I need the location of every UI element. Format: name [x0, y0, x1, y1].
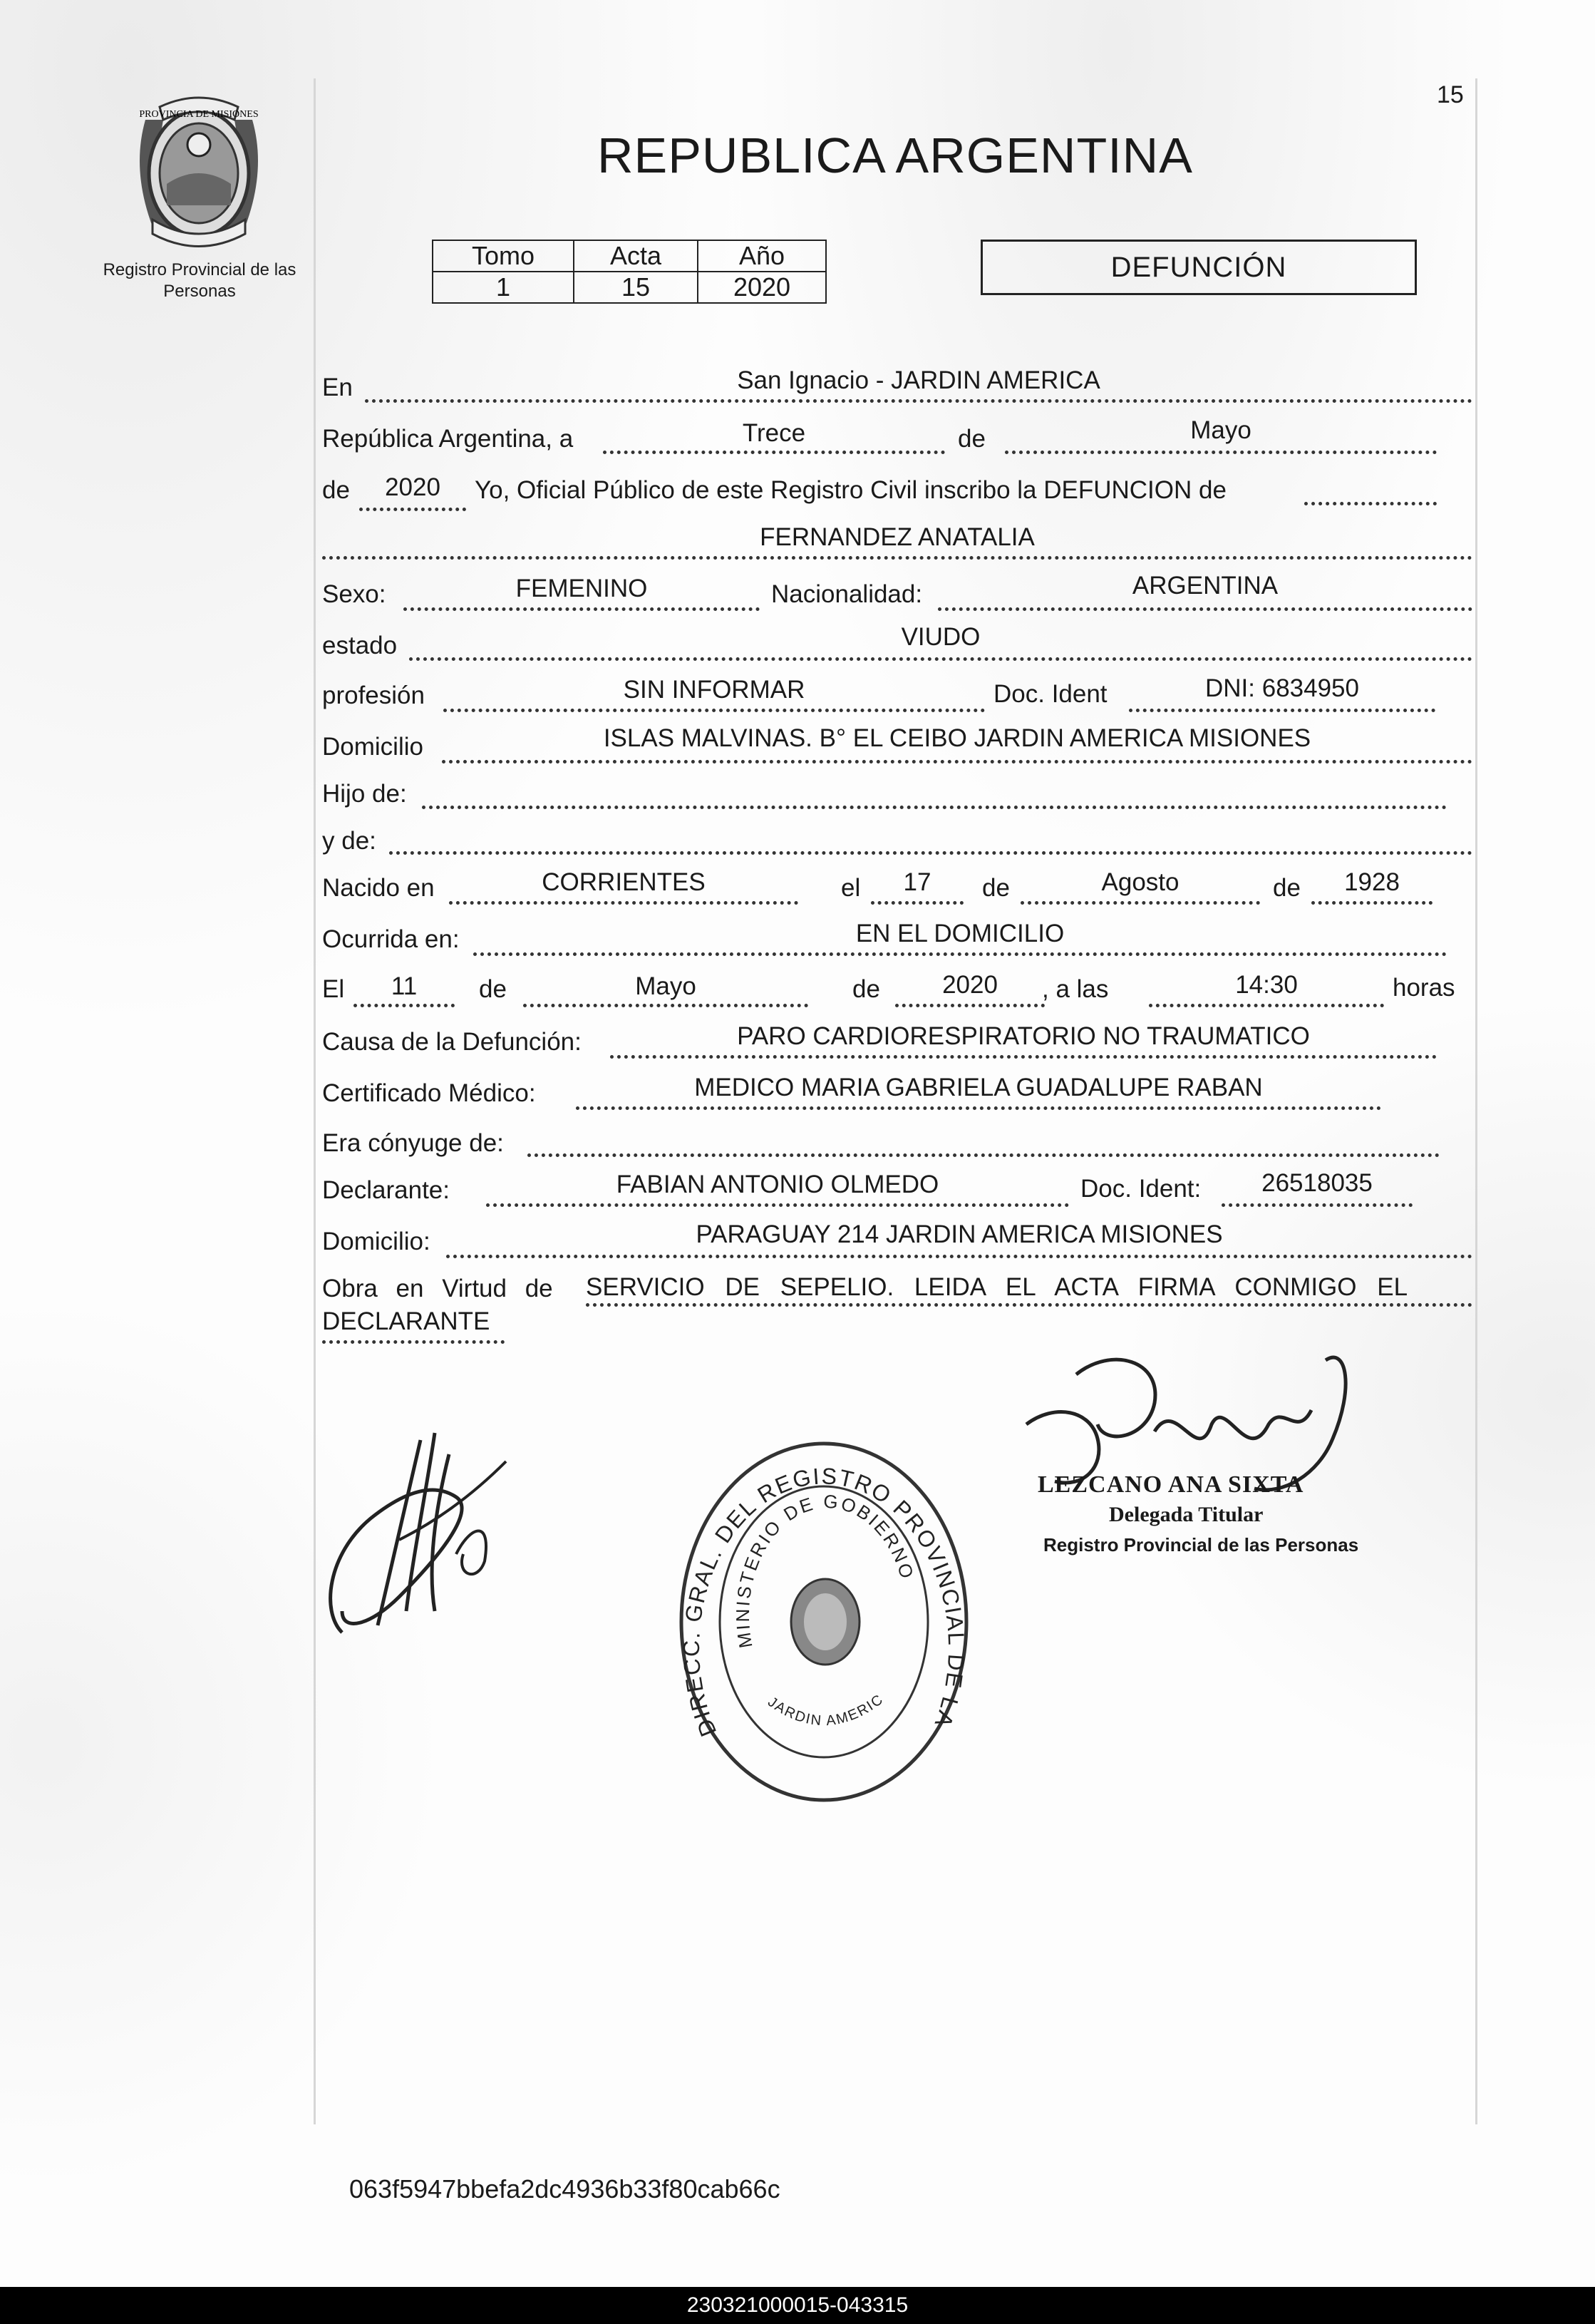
conyuge-line [527, 1153, 1440, 1157]
anio-line [359, 508, 466, 511]
sexo-line [403, 607, 760, 611]
certificado-line [576, 1106, 1381, 1110]
domicilio-label: Domicilio [322, 733, 423, 761]
nacido-value: CORRIENTES [542, 868, 706, 896]
el-label-2: El [322, 975, 345, 1003]
tomo-header: Tomo [433, 240, 574, 272]
de-label-3: de [982, 874, 1010, 902]
ocurrida-line [473, 952, 1447, 956]
y-de-label: y de: [322, 827, 376, 855]
causa-label: Causa de la Defunción: [322, 1028, 582, 1056]
acta-header: Acta [574, 240, 698, 272]
nac-dia-value: 17 [903, 868, 931, 896]
oficial-line [1304, 502, 1437, 505]
anio-header: Año [698, 240, 826, 272]
nacionalidad-line [938, 607, 1472, 611]
right-margin-line [1475, 78, 1477, 2124]
obra-value-1: SERVICIO DE SEPELIO. LEIDA EL ACTA FIRMA CONMIGO EL [586, 1273, 1408, 1301]
estado-label: estado [322, 632, 398, 659]
acta-value: 15 [574, 272, 698, 303]
republica-label: República Argentina, a [322, 425, 574, 453]
document-type-box: DEFUNCIÓN [981, 240, 1417, 295]
nac-anio-value: 1928 [1344, 868, 1400, 896]
nac-mes-value: Agosto [1101, 868, 1180, 896]
def-mes-value: Mayo [635, 972, 696, 1000]
profesion-label: profesión [322, 682, 425, 709]
profesion-value: SIN INFORMAR [623, 676, 805, 704]
registro-provincial-label: Registro Provincial de las Personas [103, 260, 296, 301]
obra-line-1 [586, 1303, 1472, 1307]
domicilio-value: ISLAS MALVINAS. B° EL CEIBO JARDIN AMERICA MISIONES [603, 724, 1311, 752]
domicilio2-value: PARAGUAY 214 JARDIN AMERICA MISIONES [696, 1220, 1223, 1248]
nac-mes-line [1021, 901, 1260, 905]
hora-value: 14:30 [1235, 971, 1298, 999]
def-dia-value: 11 [391, 972, 418, 1000]
a-las-label: , a las [1042, 975, 1109, 1003]
page-title: REPUBLICA ARGENTINA [597, 128, 1193, 183]
def-mes-line [523, 1004, 808, 1007]
nacido-line [449, 901, 798, 905]
sexo-value: FEMENINO [515, 575, 648, 602]
en-value: San Ignacio - JARDIN AMERICA [737, 366, 1100, 394]
official-stamp [667, 1433, 981, 1811]
doc2-line [1222, 1203, 1413, 1207]
nac-anio-line [1311, 901, 1433, 905]
estado-value: VIUDO [901, 623, 981, 651]
def-dia-line [353, 1004, 455, 1007]
ocurrida-label: Ocurrida en: [322, 925, 460, 953]
horas-label: horas [1393, 974, 1455, 1002]
reference-header-row [433, 240, 826, 272]
provincia-misiones-seal-icon [124, 91, 274, 255]
nacionalidad-value: ARGENTINA [1132, 572, 1279, 600]
obra-label: Obra en Virtud de [322, 1275, 553, 1302]
nacionalidad-label: Nacionalidad: [771, 580, 923, 608]
domicilio-line [442, 760, 1472, 763]
deceased-name: FERNANDEZ ANATALIA [760, 523, 1035, 551]
hijo-de-label: Hijo de: [322, 780, 407, 808]
document-hash: 063f5947bbefa2dc4936b33f80cab66c [349, 2174, 780, 2204]
stamp-inner-text: MINISTERIO DE GOBIERNO [731, 1490, 919, 1650]
obra-line-2 [322, 1340, 505, 1344]
nac-dia-line [871, 901, 964, 905]
signer-role: Delegada Titular [1109, 1503, 1264, 1526]
de-label-1: de [958, 425, 986, 453]
sexo-label: Sexo: [322, 580, 386, 608]
mes-line [1005, 451, 1437, 454]
nombre-line [322, 556, 1472, 560]
dia-texto: Trece [742, 419, 806, 447]
de-label-2: de [322, 476, 350, 504]
mes-value: Mayo [1190, 416, 1251, 444]
domicilio2-line [446, 1255, 1472, 1258]
reference-table [432, 240, 827, 304]
certificado-value: MEDICO MARIA GABRIELA GUADALUPE RABAN [694, 1074, 1263, 1101]
ocurrida-value: EN EL DOMICILIO [855, 920, 1065, 947]
page-number: 15 [1437, 81, 1464, 108]
declarante-value: FABIAN ANTONIO OLMEDO [616, 1171, 939, 1198]
reference-value-row [433, 272, 826, 303]
signer-name: LEZCANO ANA SIXTA [1038, 1471, 1304, 1498]
hora-line [1149, 1004, 1384, 1007]
causa-line [610, 1055, 1437, 1059]
hijo-de-line [422, 806, 1447, 809]
doc-ident-label-2: Doc. Ident: [1080, 1175, 1202, 1203]
signer-org: Registro Provincial de las Personas [1043, 1534, 1359, 1556]
def-anio-line [895, 1004, 1045, 1007]
de-label-5: de [479, 975, 507, 1003]
el-label: el [841, 874, 861, 902]
oficial-text: Yo, Oficial Público de este Registro Civil inscribo la DEFUNCION de [475, 476, 1227, 504]
declarante-line [486, 1203, 1069, 1207]
footer-id-bar: 230321000015-043315 [0, 2287, 1595, 2324]
profesion-line [443, 709, 985, 712]
conyuge-label: Era cónyuge de: [322, 1129, 504, 1157]
stamp-bottom-text: JARDIN AMERIC [765, 1691, 887, 1729]
left-margin-line [314, 78, 316, 2124]
certificado-label: Certificado Médico: [322, 1079, 536, 1107]
estado-line [409, 657, 1472, 661]
de-label-4: de [1273, 874, 1301, 902]
doc-ident-line [1129, 709, 1435, 712]
doc-ident-label: Doc. Ident [993, 680, 1108, 708]
anio-value: 2020 [385, 473, 440, 501]
doc2-value: 26518035 [1261, 1169, 1373, 1197]
tomo-value: 1 [433, 272, 574, 303]
nacido-label: Nacido en [322, 874, 435, 902]
y-de-line [389, 851, 1472, 855]
de-label-6: de [852, 975, 880, 1003]
declarante-label: Declarante: [322, 1176, 450, 1204]
en-label: En [322, 374, 353, 401]
dia-line [603, 451, 945, 454]
obra-value-2: DECLARANTE [322, 1307, 490, 1335]
causa-value: PARO CARDIORESPIRATORIO NO TRAUMATICO [737, 1022, 1310, 1050]
seal-top-text: PROVINCIA DE MISIONES [139, 109, 259, 120]
stamp-outer-text: DIRECC. GRAL. DEL REGISTRO PROVINCIAL DE LA [678, 1463, 970, 1740]
def-anio-value: 2020 [942, 971, 998, 999]
domicilio2-label: Domicilio: [322, 1228, 430, 1255]
doc-ident-value: DNI: 6834950 [1205, 674, 1359, 702]
declarante-signature-icon [314, 1397, 520, 1654]
anio-value: 2020 [698, 272, 826, 303]
en-line [365, 399, 1472, 403]
